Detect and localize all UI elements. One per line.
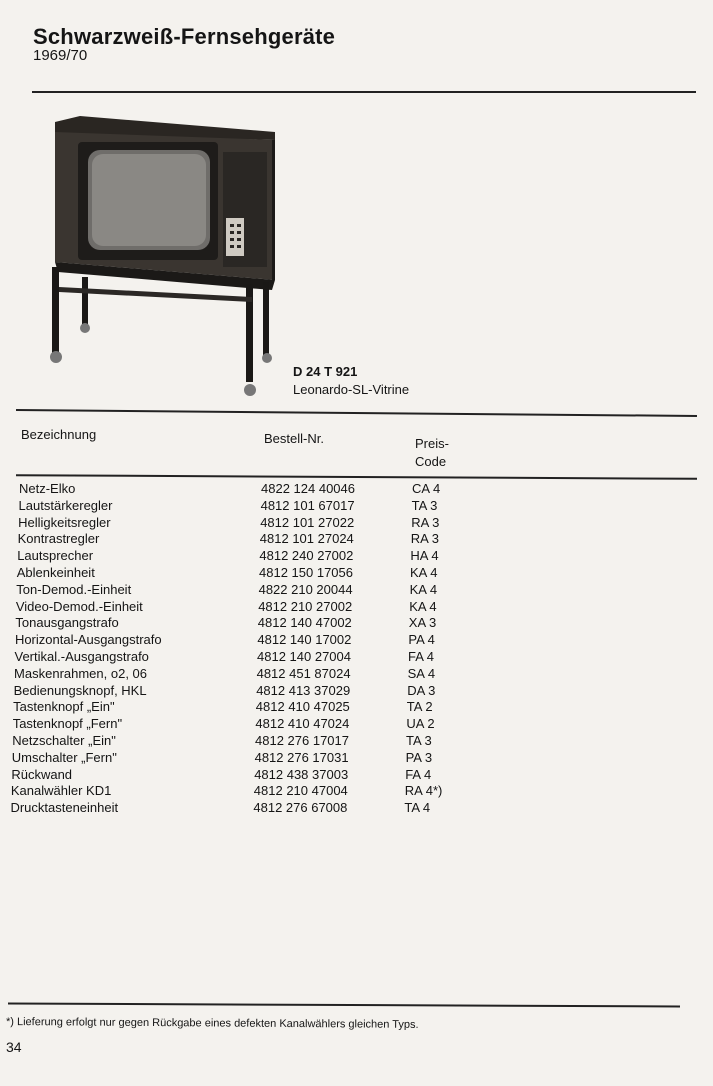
price-code: CA 4 <box>412 481 441 496</box>
divider-header <box>16 474 697 480</box>
part-name: Rückwand <box>11 766 73 782</box>
table-row <box>0 750 713 767</box>
order-number: 4812 276 67008 <box>253 800 348 816</box>
order-number: 4812 451 87024 <box>256 665 351 681</box>
part-name: Tastenknopf „Ein" <box>13 699 115 715</box>
page-title: Schwarzweiß-Fernsehgeräte <box>33 24 336 49</box>
column-header-price: Preis- <box>415 436 449 451</box>
price-code: KA 4 <box>409 581 438 597</box>
table-row <box>0 515 713 532</box>
table-row <box>0 783 713 800</box>
table-row <box>0 683 713 700</box>
part-name: Lautstärkeregler <box>18 497 113 513</box>
price-code: RA 3 <box>411 514 440 530</box>
price-code: XA 3 <box>408 615 437 631</box>
page-subtitle: 1969/70 <box>33 47 88 64</box>
table-row <box>0 615 713 632</box>
part-name: Kanalwähler KD1 <box>10 783 112 799</box>
order-number: 4812 101 27024 <box>259 531 354 547</box>
divider-table-top <box>16 409 697 417</box>
order-number: 4812 140 17002 <box>257 632 352 648</box>
price-code: DA 3 <box>407 682 436 698</box>
table-row <box>0 498 713 515</box>
order-number: 4812 276 17017 <box>255 732 349 748</box>
part-name: Ton-Demod.-Einheit <box>16 581 132 597</box>
model-name: Leonardo-SL-Vitrine <box>293 382 410 397</box>
order-number: 4812 140 47002 <box>257 615 352 631</box>
price-code: RA 4*) <box>404 783 443 799</box>
order-number: 4812 410 47025 <box>255 699 350 715</box>
page-number: 34 <box>6 1039 22 1055</box>
price-code: SA 4 <box>407 665 436 681</box>
price-code: TA 3 <box>406 732 432 748</box>
price-code: PA 4 <box>408 632 435 648</box>
table-row <box>0 800 713 817</box>
table-row <box>0 767 713 784</box>
part-name: Umschalter „Fern" <box>11 749 117 765</box>
order-number: 4812 410 47024 <box>255 716 350 732</box>
part-name: Drucktasteneinheit <box>10 800 119 816</box>
price-code: KA 4 <box>410 564 438 580</box>
part-name: Helligkeitsregler <box>18 514 111 530</box>
column-header-order: Bestell-Nr. <box>264 431 324 446</box>
price-code: RA 3 <box>410 531 439 547</box>
parts-table <box>0 481 713 817</box>
order-number: 4822 124 40046 <box>261 481 355 496</box>
part-name: Vertikal.-Ausgangstrafo <box>14 648 149 664</box>
order-number: 4812 240 27002 <box>259 548 354 564</box>
tv-cabinet-illustration <box>40 112 290 402</box>
model-code: D 24 T 921 <box>293 364 358 379</box>
order-number: 4812 150 17056 <box>259 564 353 580</box>
price-code: HA 4 <box>410 548 439 564</box>
table-row <box>0 531 713 548</box>
price-code: TA 4 <box>404 800 431 816</box>
table-row <box>0 733 713 750</box>
price-code: FA 4 <box>408 648 435 664</box>
column-header-code: Code <box>415 454 447 469</box>
divider-top <box>32 91 696 93</box>
order-number: 4812 101 67017 <box>260 497 355 513</box>
order-number: 4812 276 17031 <box>254 749 349 765</box>
footnote: *) Lieferung erfolgt nur gegen Rückgabe eines defekten Kanalwählers gleichen Typs. <box>5 1016 419 1031</box>
table-row <box>0 649 713 666</box>
part-name: Maskenrahmen, o2, 06 <box>14 665 148 681</box>
price-code: UA 2 <box>406 716 435 732</box>
order-number: 4812 210 47004 <box>253 783 348 799</box>
table-row <box>0 565 713 582</box>
part-name: Horizontal-Ausgangstrafo <box>14 632 162 648</box>
column-header-name: Bezeichnung <box>21 427 97 442</box>
price-code: PA 3 <box>405 749 433 765</box>
price-code: FA 4 <box>405 766 432 782</box>
part-name: Lautsprecher <box>17 548 94 564</box>
order-number: 4812 140 27004 <box>257 648 351 664</box>
part-name: Ablenkeinheit <box>16 564 95 580</box>
order-number: 4812 438 37003 <box>254 766 349 782</box>
order-number: 4812 210 27002 <box>258 598 353 614</box>
order-number: 4812 101 27022 <box>260 514 355 530</box>
price-code: TA 2 <box>406 699 433 715</box>
table-row <box>0 666 713 683</box>
part-name: Kontrastregler <box>17 531 100 547</box>
table-row <box>0 599 713 616</box>
price-code: TA 3 <box>411 497 438 513</box>
divider-footer <box>8 1003 680 1008</box>
table-row <box>0 699 713 716</box>
table-row <box>0 632 713 649</box>
part-name: Video-Demod.-Einheit <box>15 598 143 614</box>
table-row <box>0 548 713 565</box>
part-name: Tonausgangstrafo <box>15 615 119 631</box>
part-name: Bedienungsknopf, HKL <box>13 682 147 698</box>
part-name: Netz-Elko <box>19 481 76 496</box>
order-number: 4812 413 37029 <box>256 682 351 698</box>
order-number: 4822 210 20044 <box>258 581 353 597</box>
price-code: KA 4 <box>409 598 437 614</box>
table-row <box>0 481 713 498</box>
part-name: Netzschalter „Ein" <box>12 732 116 748</box>
table-row <box>0 716 713 733</box>
table-row <box>0 582 713 599</box>
part-name: Tastenknopf „Fern" <box>12 716 123 732</box>
